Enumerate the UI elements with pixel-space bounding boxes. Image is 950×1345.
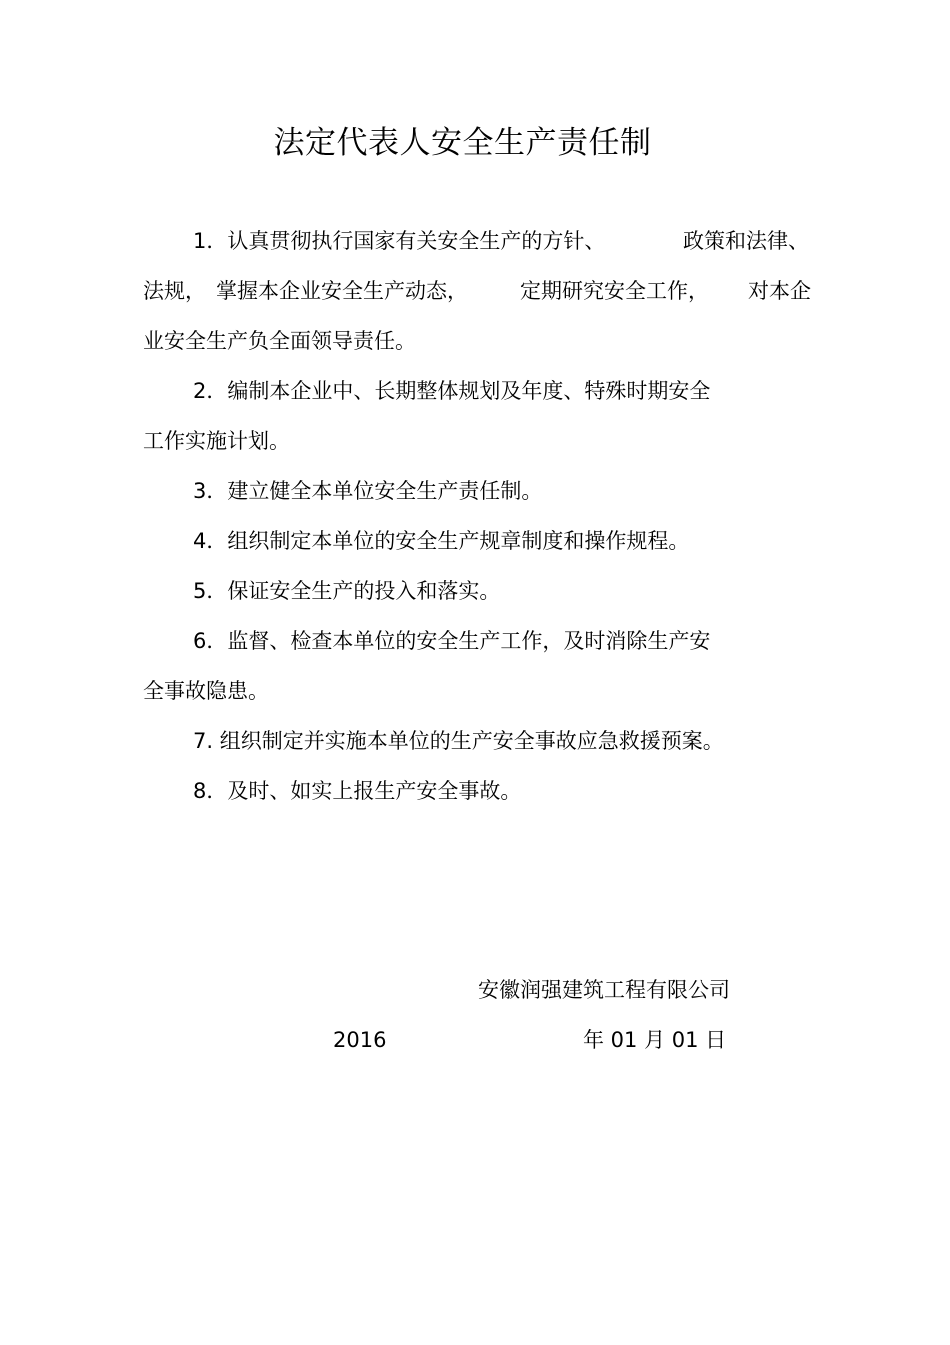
text-segment: 6．监督、检查本单位的安全生产工作，及时消除生产安 [193,629,711,653]
text-segment: 工作实施计划。 [143,429,290,453]
paragraph-line [0,776,950,806]
text-segment: 5．保证安全生产的投入和落实。 [193,579,501,603]
paragraph-line [0,626,950,656]
paragraph-line [0,426,950,456]
text-segment: 7. 组织制定并实施本单位的生产安全事故应急救援预案。 [193,729,724,753]
paragraph-line [0,376,950,406]
signature-date: 年 01 月 01 日 [583,1028,727,1052]
text-segment: 对本企 [748,279,811,303]
signature-company: 安徽润强建筑工程有限公司 [478,978,730,1002]
text-segment: 掌握本企业安全生产动态， [216,279,468,303]
text-segment: 政策和法律、 [683,229,809,253]
text-segment: 3．建立健全本单位安全生产责任制。 [193,479,543,503]
paragraph-line [0,326,950,356]
text-segment: 1．认真贯彻执行国家有关安全生产的方针、 [193,229,606,253]
text-segment: 定期研究安全工作， [520,279,709,303]
paragraph-line [0,676,950,706]
text-segment: 2．编制本企业中、长期整体规划及年度、特殊时期安全 [193,379,711,403]
paragraph-line [0,476,950,506]
paragraph-line [0,226,950,256]
paragraph-line [0,726,950,756]
text-segment: 4．组织制定本单位的安全生产规章制度和操作规程。 [193,529,690,553]
paragraph-line [0,526,950,556]
text-segment: 业安全生产负全面领导责任。 [143,329,416,353]
text-segment: 全事故隐患。 [143,679,269,703]
signature-year: 2016 [333,1028,387,1052]
text-segment: 8．及时、如实上报生产安全事故。 [193,779,522,803]
paragraph-line [0,576,950,606]
paragraph-line [0,276,950,306]
text-segment: 法规， [143,279,206,303]
document-title: 法定代表人安全生产责任制 [273,125,652,161]
